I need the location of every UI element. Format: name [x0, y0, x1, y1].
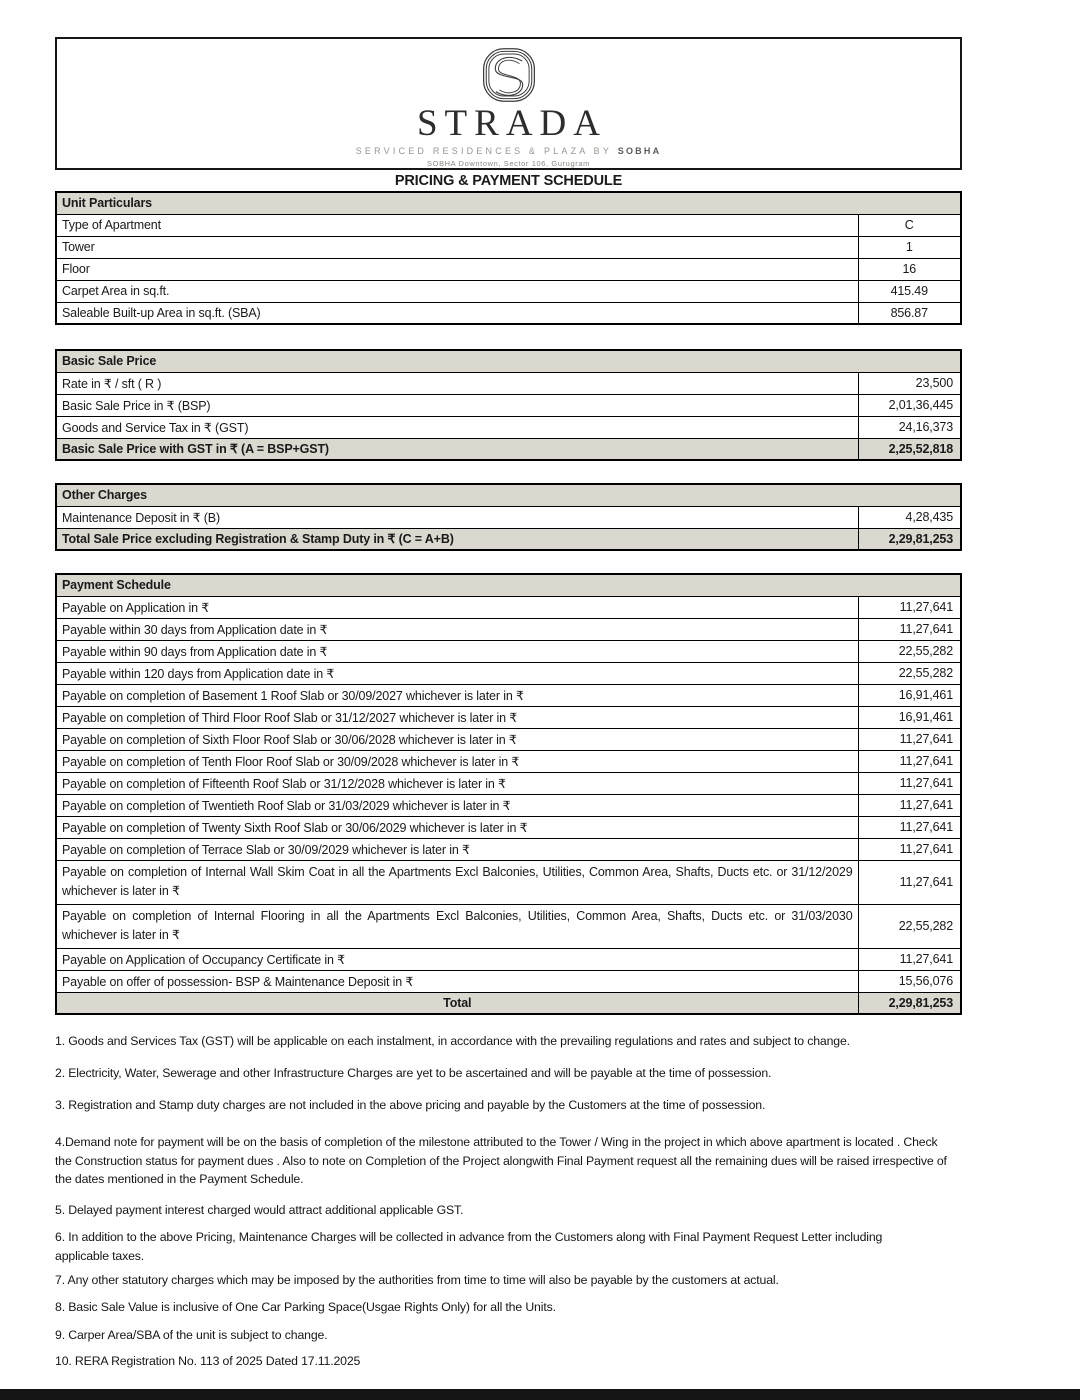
table-row — [56, 860, 961, 904]
table-total-row — [56, 528, 961, 550]
brand-tagline — [356, 146, 662, 156]
tagline-text: SERVICED RESIDENCES & PLAZA BY — [355, 146, 613, 156]
other-charges-table — [55, 483, 962, 551]
row-value: 11,27,641 — [858, 618, 961, 640]
row-label: Floor — [56, 258, 858, 280]
row-value: 16 — [858, 258, 961, 280]
table-total-row — [56, 992, 961, 1014]
table-row — [56, 618, 961, 640]
row-value: 15,56,076 — [858, 970, 961, 992]
table-row — [56, 506, 961, 528]
row-value: 11,27,641 — [858, 860, 961, 904]
spacer — [55, 325, 962, 349]
row-label: Carpet Area in sq.ft. — [56, 280, 858, 302]
spacer — [55, 461, 962, 483]
table-row — [56, 684, 961, 706]
row-value: 16,91,461 — [858, 684, 961, 706]
row-label: Payable on Application in ₹ — [56, 596, 858, 618]
project-address: SOBHA Downtown, Sector 106, Gurugram — [427, 159, 590, 168]
row-value: 22,55,282 — [858, 640, 961, 662]
note-10: 10. RERA Registration No. 113 of 2025 Dated 17.11.2025 — [55, 1354, 361, 1369]
table-row — [56, 750, 961, 772]
row-value: 856.87 — [858, 302, 961, 324]
table-row — [56, 794, 961, 816]
row-value: 415.49 — [858, 280, 961, 302]
row-value: 23,500 — [858, 372, 961, 394]
row-label: Payable on completion of Internal Wall Skim Coat in all the Apartments Excl Balconies, Utilities, Common Area, Shafts, Ducts etc. or 31/12/2029 whichever is later in ₹ — [56, 860, 858, 904]
row-label: Payable on completion of Fifteenth Roof Slab or 31/12/2028 whichever is later in ₹ — [56, 772, 858, 794]
table-header-row — [56, 484, 961, 506]
row-label: Payable on completion of Tenth Floor Roof Slab or 30/09/2028 whichever is later in ₹ — [56, 750, 858, 772]
row-label: Goods and Service Tax in ₹ (GST) — [56, 416, 858, 438]
row-label: Saleable Built-up Area in sq.ft. (SBA) — [56, 302, 858, 324]
brand-wordmark: STRADA — [416, 103, 608, 144]
row-value: 2,01,36,445 — [858, 394, 961, 416]
logo-box — [55, 37, 962, 170]
note-3: 3. Registration and Stamp duty charges are not included in the above pricing and payable by the Customers at the time of possession. — [55, 1097, 766, 1112]
note-5: 5. Delayed payment interest charged would attract additional applicable GST. — [55, 1202, 464, 1217]
table-row — [56, 816, 961, 838]
total-label: Basic Sale Price with GST in ₹ (A = BSP+GST) — [56, 438, 858, 460]
row-label: Payable within 90 days from Application date in ₹ — [56, 640, 858, 662]
note-6: 6. In addition to the above Pricing, Maintenance Charges will be collected in advance from the Customers along with Final Payment Request Letter including applicable taxes. — [55, 1230, 883, 1263]
row-label: Payable on completion of Twenty Sixth Roof Slab or 30/06/2029 whichever is later in ₹ — [56, 816, 858, 838]
row-label: Payable on Application of Occupancy Certificate in ₹ — [56, 948, 858, 970]
row-value: 24,16,373 — [858, 416, 961, 438]
row-label: Payable on completion of Third Floor Roof Slab or 31/12/2027 whichever is later in ₹ — [56, 706, 858, 728]
table-row — [56, 394, 961, 416]
document-content — [55, 0, 962, 1371]
tagline-sobha: SOBHA — [617, 146, 662, 156]
row-value: 22,55,282 — [858, 904, 961, 948]
row-label: Payable on completion of Terrace Slab or 30/09/2029 whichever is later in ₹ — [56, 838, 858, 860]
table-row — [56, 372, 961, 394]
note-8: 8. Basic Sale Value is inclusive of One Car Parking Space(Usgae Rights Only) for all the Units. — [55, 1300, 556, 1315]
notes-section — [55, 1032, 962, 1371]
row-value: 11,27,641 — [858, 838, 961, 860]
row-label: Payable within 120 days from Application date in ₹ — [56, 662, 858, 684]
table-total-row — [56, 438, 961, 460]
row-label: Maintenance Deposit in ₹ (B) — [56, 506, 858, 528]
row-value: 11,27,641 — [858, 728, 961, 750]
table-row — [56, 214, 961, 236]
total-value: 2,29,81,253 — [858, 528, 961, 550]
total-value: 2,29,81,253 — [858, 992, 961, 1014]
table-row — [56, 772, 961, 794]
table-row — [56, 640, 961, 662]
row-value: 22,55,282 — [858, 662, 961, 684]
table-row — [56, 728, 961, 750]
row-label: Payable on completion of Sixth Floor Roof Slab or 30/06/2028 whichever is later in ₹ — [56, 728, 858, 750]
row-value: 4,28,435 — [858, 506, 961, 528]
bottom-edge-bar — [0, 1389, 1080, 1400]
table-header-row — [56, 574, 961, 596]
table-row — [56, 236, 961, 258]
table-row — [56, 302, 961, 324]
row-label: Payable on offer of possession- BSP & Maintenance Deposit in ₹ — [56, 970, 858, 992]
table-row — [56, 706, 961, 728]
row-value: 16,91,461 — [858, 706, 961, 728]
section-heading: Other Charges — [56, 484, 961, 506]
unit-particulars-table — [55, 191, 962, 325]
row-value: 1 — [858, 236, 961, 258]
table-row — [56, 596, 961, 618]
total-label: Total — [56, 992, 858, 1014]
row-label: Payable on completion of Basement 1 Roof Slab or 30/09/2027 whichever is later in ₹ — [56, 684, 858, 706]
note-4: 4.Demand note for payment will be on the basis of completion of the milestone attributed to the Tower / Wing in the project in which above apartment is located . Check the Construction status for payment dues . Also to note on Completion of the Project alongwith Final Payment request all the remaining dues will be raised irrespective of the dates mentioned in the Payment Schedule. — [55, 1135, 947, 1187]
row-label: Payable on completion of Twentieth Roof Slab or 31/03/2029 whichever is later in ₹ — [56, 794, 858, 816]
note-7: 7. Any other statutory charges which may be imposed by the authorities from time to time will also be payable by the customers at actual. — [55, 1272, 779, 1287]
payment-schedule-table — [55, 573, 962, 1015]
row-value: 11,27,641 — [858, 772, 961, 794]
table-row — [56, 970, 961, 992]
note-1: 1. Goods and Services Tax (GST) will be applicable on each instalment, in accordance with the prevailing regulations and rates and subject to change. — [55, 1034, 850, 1048]
row-value: C — [858, 214, 961, 236]
total-label: Total Sale Price excluding Registration & Stamp Duty in ₹ (C = A+B) — [56, 528, 858, 550]
row-label: Payable within 30 days from Application date in ₹ — [56, 618, 858, 640]
row-label: Type of Apartment — [56, 214, 858, 236]
row-label: Basic Sale Price in ₹ (BSP) — [56, 394, 858, 416]
table-header-row — [56, 192, 961, 214]
spacer — [55, 551, 962, 573]
note-2: 2. Electricity, Water, Sewerage and other Infrastructure Charges are yet to be ascertained and will be payable at the time of possession. — [55, 1066, 772, 1081]
table-header-row — [56, 350, 961, 372]
table-row — [56, 948, 961, 970]
table-row — [56, 662, 961, 684]
row-label: Payable on completion of Internal Flooring in all the Apartments Excl Balconies, Utilities, Common Area, Shafts, Ducts etc. or 31/03/2030 whichever is later in ₹ — [56, 904, 858, 948]
row-value: 11,27,641 — [858, 816, 961, 838]
section-heading: Payment Schedule — [56, 574, 961, 596]
note-9: 9. Carper Area/SBA of the unit is subject to change. — [55, 1327, 328, 1342]
basic-sale-price-table — [55, 349, 962, 461]
row-label: Rate in ₹ / sft ( R ) — [56, 372, 858, 394]
section-heading: Basic Sale Price — [56, 350, 961, 372]
page-title: PRICING & PAYMENT SCHEDULE — [394, 173, 623, 189]
row-value: 11,27,641 — [858, 794, 961, 816]
table-row — [56, 258, 961, 280]
table-row — [56, 416, 961, 438]
total-value: 2,25,52,818 — [858, 438, 961, 460]
row-label: Tower — [56, 236, 858, 258]
table-row — [56, 280, 961, 302]
row-value: 11,27,641 — [858, 596, 961, 618]
section-heading: Unit Particulars — [56, 192, 961, 214]
table-row — [56, 904, 961, 948]
strada-monogram-icon — [481, 46, 537, 104]
row-value: 11,27,641 — [858, 948, 961, 970]
table-row — [56, 838, 961, 860]
row-value: 11,27,641 — [858, 750, 961, 772]
